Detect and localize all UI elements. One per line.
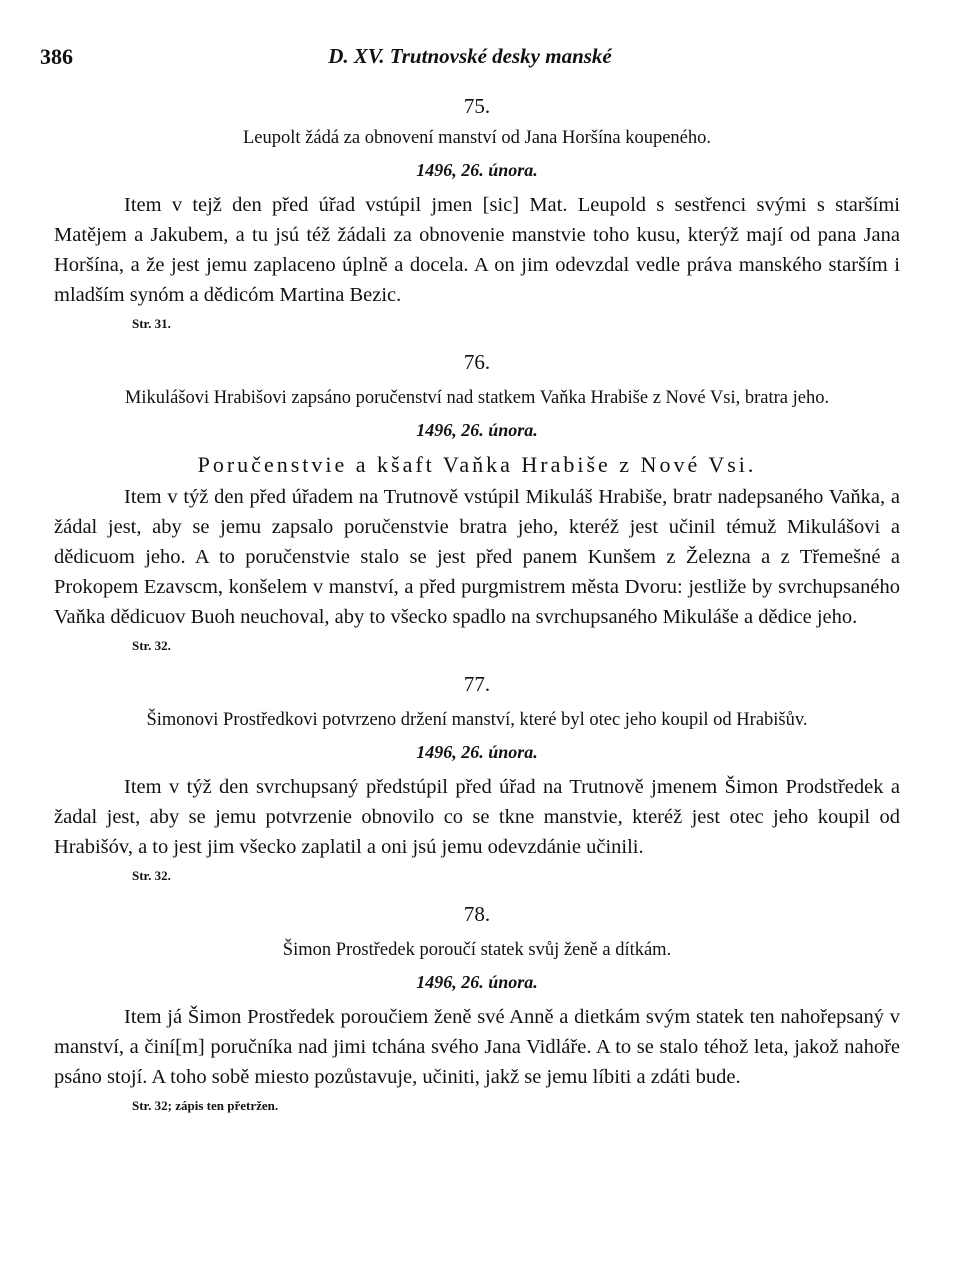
entry-number: 76.: [463, 350, 491, 374]
running-title: D. XV. Trutnovské desky manské: [328, 44, 612, 68]
entry-number: 75.: [463, 94, 491, 118]
entry-75: [54, 92, 900, 334]
entry-number: 77.: [463, 672, 491, 696]
entry-summary: Leupolt žádá za obnovení manství od Jana Horšína koupeného.: [242, 128, 712, 148]
entry-date: 1496, 26. února.: [416, 160, 538, 180]
entry-76: [54, 348, 900, 656]
entry-date: 1496, 26. února.: [416, 972, 538, 992]
entry-78: [54, 900, 900, 1116]
entry-body: Item v týž den před úřadem na Trutnově vstúpil Mikuláš Hrabiše, bratr nadepsaného Vaňka, a žádal jest, aby se jemu zapsalo poručenstvie bratra jeho, kteréž jest učinil témuž Mikulášovi a dědicuom jeho. A to poručenstvie stalo se jest před panem Kunšem z Železna a z Třemešné a Prokopem Ezavscm, konšelem v manství, a před purgmistrem města Dvoru: jestliže by svrchupsaného Vaňka dědicuov Buoh neuchoval, aby to všecko spadlo na svrchupsaného Mikuláše a dědice jeho.: [54, 486, 900, 628]
entry-number: 78.: [463, 902, 491, 926]
page-number: 386: [40, 44, 73, 69]
entry-summary: Šimon Prostředek poroučí statek svůj ženě a dítkám.: [282, 940, 672, 960]
entry-body: Item v týž den svrchupsaný předstúpil před úřad na Trutnově jmenem Šimon Prodstředek a žadal jest, aby se jemu potvrzenie obnovilo co se tkne manstvie, kteréž jest otec jeho koupil od Hrabišóv, a to jest jim všecko zaplatil a oni jsú jemu odevzdánie učinili.: [54, 776, 900, 858]
entry-note: Str. 32; zápis ten přetržen.: [132, 1098, 279, 1113]
running-header: [40, 44, 900, 74]
entry-summary: Šimonovi Prostředkovi potvrzeno držení manství, které byl otec jeho koupil od Hrabišův.: [146, 710, 808, 730]
entry-summary: Mikulášovi Hrabišovi zapsáno poručenství nad statkem Vaňka Hrabiše z Nové Vsi, bratra jeho.: [124, 388, 830, 408]
entry-note: Str. 32.: [132, 868, 171, 883]
entry-date: 1496, 26. února.: [416, 742, 538, 762]
entry-77: [54, 670, 900, 886]
entry-body: Item v tejž den před úřad vstúpil jmen [sic] Mat. Leupold s sestřenci svými s staršími Matějem a Jakubem, a tu jsú též žádali za obnovenie manstvie toho kusu, kterýž mají od pana Jana Horšína, a že jest jemu zaplaceno úplně a docela. A on jim odevzdal vedle práva manského starším i mladším synóm a dědicóm Martina Bezic.: [54, 194, 900, 306]
entry-date: 1496, 26. února.: [416, 420, 538, 440]
entry-subtitle: Poručenstvie a kšaft Vaňka Hrabiše z Nové Vsi.: [197, 452, 757, 477]
entry-note: Str. 31.: [132, 316, 171, 331]
entry-note: Str. 32.: [132, 638, 171, 653]
entry-body: Item já Šimon Prostředek poroučiem ženě své Anně a dietkám svým statek ten nahořepsaný v manství, a činí[m] poručníka nad jimi tchána svého Jana Vidláře. A to se stalo téhož leta, jakož nahoře psáno stojí. A toho sobě miesto pozůstavuje, učiniti, jakž se jemu líbiti a zdáti bude.: [54, 1006, 900, 1088]
page-content: [54, 92, 900, 1130]
